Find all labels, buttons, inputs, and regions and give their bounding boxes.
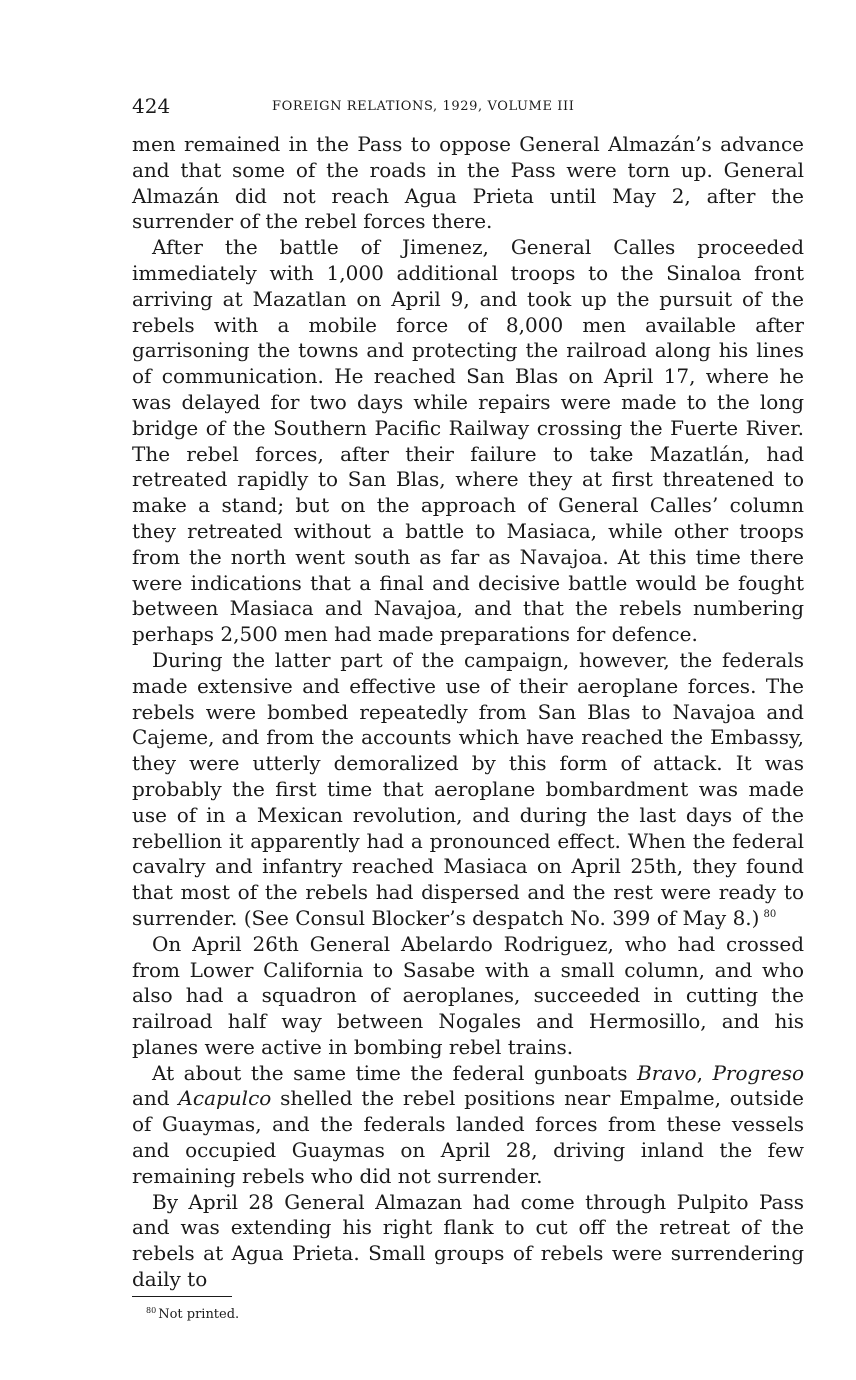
footnote-reference: 80 [763,908,777,920]
paragraph-4 [132,932,804,1061]
footnote-text: Not printed. [158,1306,240,1322]
paragraph-5-suffix: shelled the rebel positions near Empalme, outside of Guaymas, and the federals landed forces from these vessels and occupied Guaymas on April 28, driving inland the few remaining rebels who did not surrender. [132,1086,804,1188]
paragraph-1 [132,132,804,235]
body-text [132,132,804,1293]
paragraph-1-text: men remained in the Pass to oppose General Almazán’s advance and that some of the roads in the Pass were torn up. General Almazán did not reach Agua Prieta until May 2, after the surrender of the rebel forces there. [132,132,804,234]
paragraph-5-prefix: At about the same time the federal gunboats [152,1060,638,1085]
document-page [132,94,804,1322]
paragraph-5 [132,1061,804,1190]
paragraph-6-text: By April 28 General Almazan had come through Pulpito Pass and was extending his right flank to cut off the retreat of the rebels at Agua Prieta. Small groups of rebels were surrendering daily to [132,1189,804,1292]
paragraph-2 [132,235,804,648]
footnote-divider [132,1296,232,1297]
ship-name-bravo: Bravo [637,1060,697,1085]
paragraph-5-sep-2: and [132,1086,179,1111]
footnote-marker: 80 [146,1305,157,1315]
page-number: 424 [132,94,171,118]
page-header [132,94,804,124]
running-head: FOREIGN RELATIONS, 1929, VOLUME III [272,99,575,114]
paragraph-4-text: On April 26th General Abelardo Rodriguez, who had crossed from Lower California to Sasabe with a small column, and who also had a squadron of aeroplanes, succeeded in cutting the railroad half way between Nogales and Hermosillo, and his planes were active in bombing rebel trains. [132,931,804,1059]
paragraph-6 [132,1190,804,1293]
footnote [132,1307,804,1322]
paragraph-3-text: During the latter part of the campaign, however, the federals made extensive and effective use of their aeroplane forces. The rebels were bombed repeatedly from San Blas to Navajoa and Cajeme, and from the accounts which have reached the Embassy, they were utterly demoralized by this form of attack. It was probably the first time that aeroplane bombardment was made use of in a Mexican revolution, and during the last days of the rebellion it apparently had a pronounced effect. When the federal cavalry and infantry reached Masiaca on April 25th, they found that most of the rebels had dispersed and the rest were ready to surrender. (See Consul Blocker’s despatch No. 399 of May 8.) [132,647,804,930]
ship-name-progreso: Progreso [712,1060,804,1085]
paragraph-2-text: After the battle of Jimenez, General Calles proceeded immediately with 1,000 additional troops to the Sinaloa front arriving at Mazatlan on April 9, and took up the pursuit of the rebels with a mobile force of 8,000 men available after garrisoning the towns and protecting the railroad along his lines of communication. He reached San Blas on April 17, where he was delayed for two days while repairs were made to the long bridge of the Southern Pacific Railway crossing the Fuerte River. The rebel forces, after their failure to take Mazatlán, had retreated rapidly to San Blas, where they at first threatened to make a stand; but on the approach of General Calles’ column they retreated without a battle to Masiaca, while other troops from the north went south as far as Navajoa. At this time there were indications that a final and decisive battle would be fought between Masiaca and Navajoa, and that the rebels numbering perhaps 2,500 men had made preparations for defence. [132,235,804,647]
ship-name-acapulco: Acapulco [178,1086,272,1111]
paragraph-5-sep-1: , [696,1060,713,1085]
paragraph-3 [132,648,804,932]
